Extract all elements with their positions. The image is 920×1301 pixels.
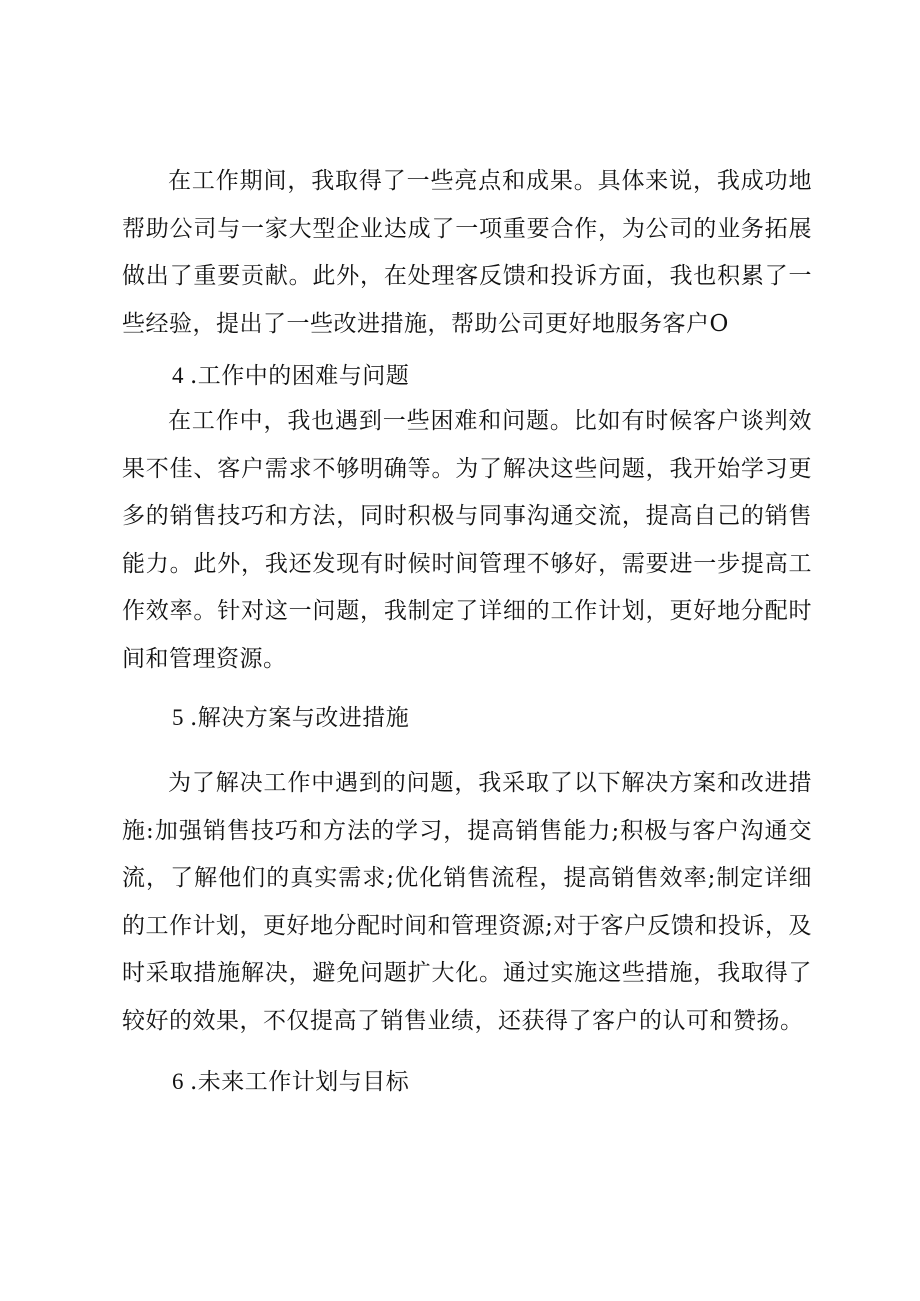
section-number: 6: [172, 1069, 184, 1094]
section-title: .工作中的困难与问题: [190, 363, 410, 389]
section-heading-5: [172, 702, 409, 734]
paragraph-solutions: 为了解决工作中遇到的问题，我采取了以下解决方案和改进措施:加强销售技巧和方法的学习，提高销售能力;积极与客户沟通交流，了解他们的真实需求;优化销售流程，提高销售效率;制定详细的工作计划，更好地分配时间和管理资源;对于客户反馈和投诉，及时采取措施解决，避免问题扩大化。通过实施这些措施，我取得了较好的效果，不仅提高了销售业绩，还获得了客户的认可和赞扬。: [122, 770, 812, 1034]
paragraph-difficulties: 在工作中，我也遇到一些困难和问题。比如有时候客户谈判效果不佳、客户需求不够明确等。为了解决这些问题，我开始学习更多的销售技巧和方法，同时积极与同事沟通交流，提高自己的销售能力。此外，我还发现有时候时间管理不够好，需要进一步提高工作效率。针对这一问题，我制定了详细的工作计划，更好地分配时间和管理资源。: [122, 408, 812, 672]
section-number: 5: [172, 705, 184, 730]
section-title: .解决方案与改进措施: [190, 705, 410, 731]
section-number: 4: [172, 363, 184, 388]
paragraph-achievements: 在工作期间，我取得了一些亮点和成果。具体来说，我成功地帮助公司与一家大型企业达成了一项重要合作，为公司的业务拓展做出了重要贡献。此外，在处理客反馈和投诉方面，我也积累了一些经验，提出了一些改进措施，帮助公司更好地服务客户O: [122, 168, 812, 337]
section-title: .未来工作计划与目标: [190, 1069, 410, 1095]
section-heading-4: [172, 360, 409, 392]
section-heading-6: [172, 1066, 409, 1098]
